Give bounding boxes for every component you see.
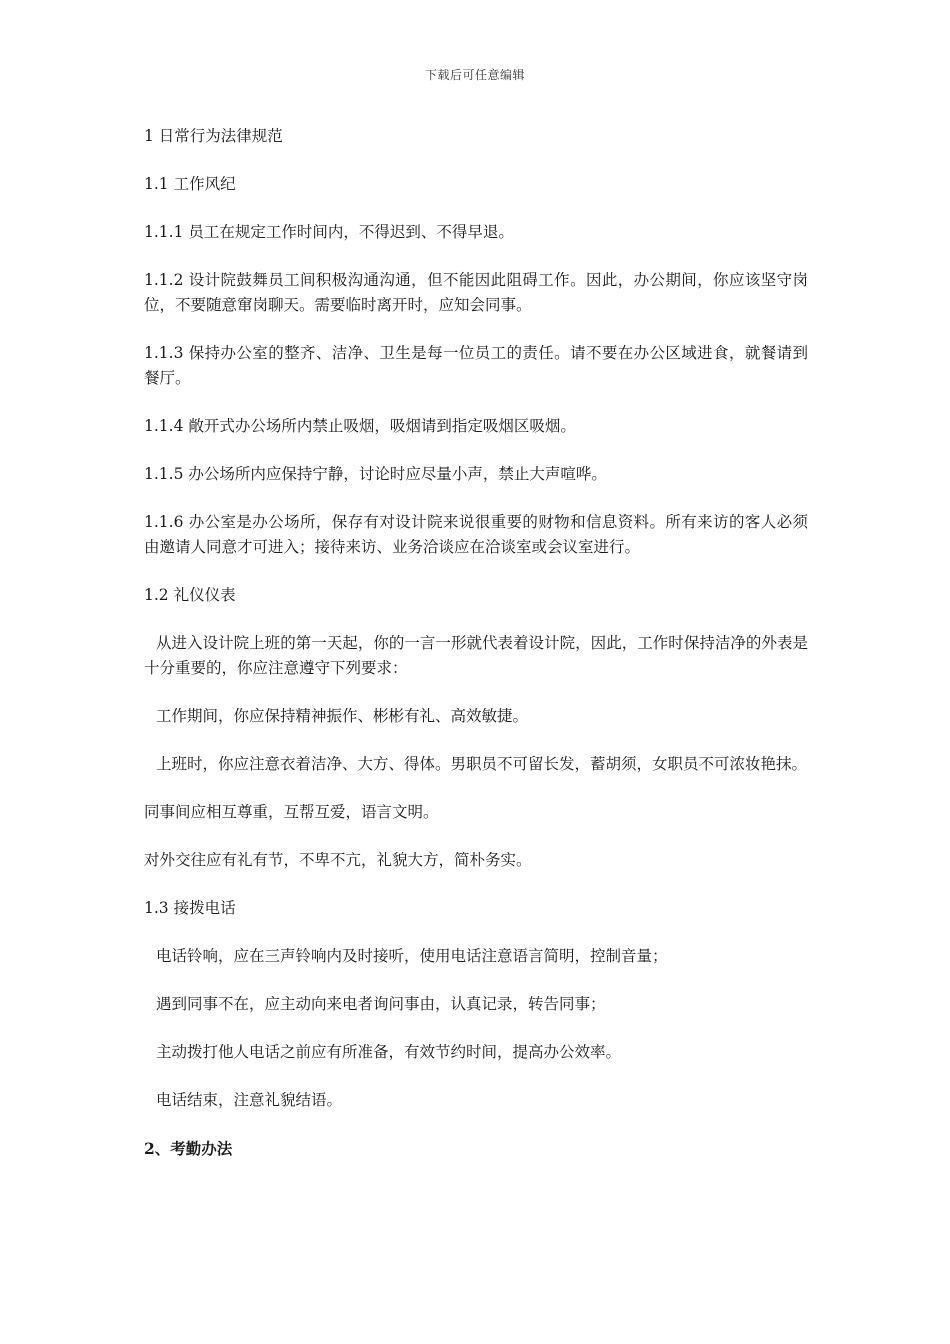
subsection-heading: 1.3 接拨电话 (144, 899, 236, 917)
body-paragraph: 同事间应相互尊重，互帮互爱，语言文明。 (144, 803, 439, 821)
body-paragraph: 从进入设计院上班的第一天起，你的一言一形就代表着设计院，因此，工作时保持洁净的外表是十分重要的，你应注意遵守下列要求： (144, 634, 808, 677)
rule-paragraph: 1.1.3 保持办公室的整齐、洁净、卫生是每一位员工的责任。请不要在办公区域进食，就餐请到餐厅。 (144, 344, 808, 387)
body-paragraph: 主动拨打他人电话之前应有所准备，有效节约时间，提高办公效率。 (156, 1043, 622, 1061)
subsection-heading: 1.1 工作风纪 (144, 175, 236, 193)
body-paragraph: 工作期间，你应保持精神振作、彬彬有礼、高效敏捷。 (156, 707, 529, 725)
body-paragraph: 遇到同事不在，应主动向来电者询问事由，认真记录，转告同事； (156, 995, 606, 1013)
rule-paragraph: 1.1.1 员工在规定工作时间内，不得迟到、不得早退。 (144, 223, 514, 241)
body-paragraph: 上班时，你应注意衣着洁净、大方、得体。男职员不可留长发，蓄胡须，女职员不可浓妆艳抹。 (156, 755, 808, 773)
body-paragraph: 对外交往应有礼有节，不卑不亢，礼貌大方，简朴务实。 (144, 851, 532, 869)
rule-paragraph: 1.1.5 办公场所内应保持宁静，讨论时应尽量小声，禁止大声喧哗。 (144, 465, 607, 483)
rule-paragraph: 1.1.2 设计院鼓舞员工间积极沟通沟通，但不能因此阻碍工作。因此，办公期间，你应该坚守岗位，不要随意窜岗聊天。需要临时离开时，应知会同事。 (144, 271, 808, 314)
page-header: 下载后可任意编辑 (424, 68, 525, 82)
rule-paragraph: 1.1.4 敞开式办公场所内禁止吸烟，吸烟请到指定吸烟区吸烟。 (144, 417, 576, 435)
section-heading: 1 日常行为法律规范 (144, 127, 283, 145)
document-body (144, 124, 808, 1184)
body-paragraph: 电话铃响，应在三声铃响内及时接听，使用电话注意语言简明，控制音量； (156, 947, 668, 965)
subsection-heading: 1.2 礼仪仪表 (144, 586, 236, 604)
section-heading: 2、考勤办法 (144, 1139, 233, 1158)
body-paragraph: 电话结束，注意礼貌结语。 (156, 1091, 343, 1109)
rule-paragraph: 1.1.6 办公室是办公场所，保存有对设计院来说很重要的财物和信息资料。所有来访的客人必须由邀请人同意才可进入；接待来访、业务洽谈应在洽谈室或会议室进行。 (144, 513, 808, 556)
